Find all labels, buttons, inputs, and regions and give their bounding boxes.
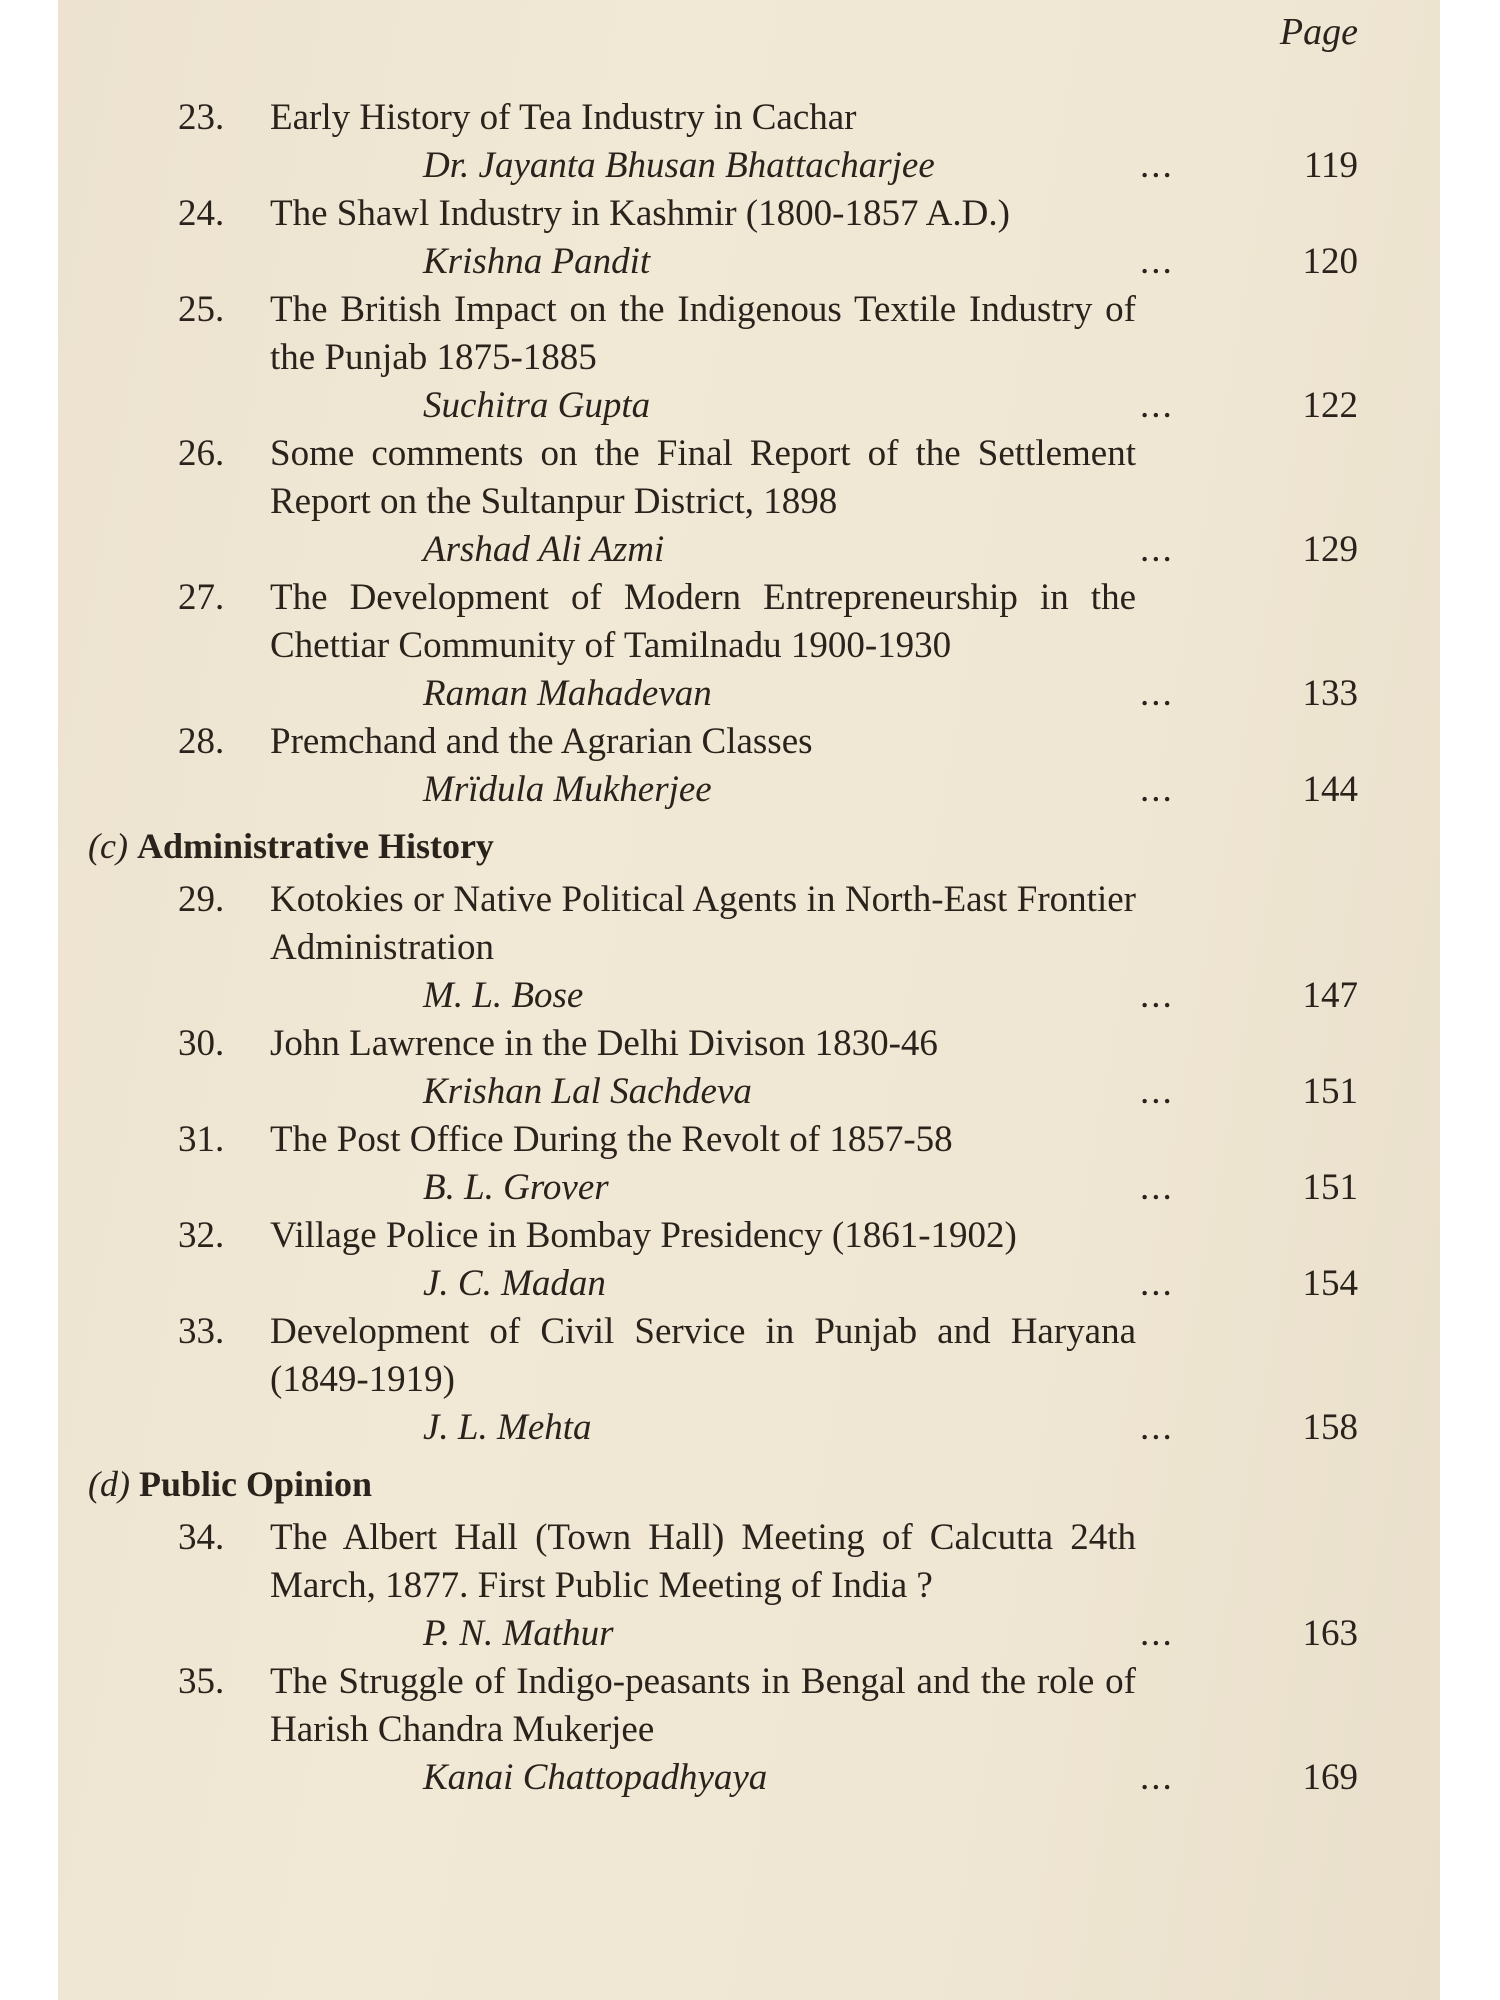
author-line bbox=[58, 972, 1440, 1020]
dot-leader: ... bbox=[1140, 1407, 1174, 1448]
author-line bbox=[58, 670, 1440, 718]
toc-entry bbox=[58, 1514, 1440, 1658]
entry-title: Early History of Tea Industry in Cachar bbox=[270, 97, 857, 138]
toc-entry bbox=[58, 1658, 1440, 1802]
dot-leader: ... bbox=[1140, 769, 1174, 810]
section-letter: (d) bbox=[88, 1464, 130, 1504]
entry-number: 28. bbox=[178, 721, 225, 762]
entry-title: The Development of Modern Entrepreneurship in the Chettiar Community of Tamilnadu 1900-1930 bbox=[270, 577, 1136, 666]
entry-title: Premchand and the Agrarian Classes bbox=[270, 721, 813, 762]
entry-author: P. N. Mathur bbox=[423, 1613, 614, 1654]
entry-title: The Shawl Industry in Kashmir (1800-1857 A.D.) bbox=[270, 193, 1010, 234]
entry-number: 32. bbox=[178, 1215, 225, 1256]
entry-title: The British Impact on the Indigenous Textile Industry of the Punjab 1875-1885 bbox=[270, 289, 1136, 378]
author-line bbox=[58, 142, 1440, 190]
entry-page-number: 154 bbox=[1302, 1263, 1358, 1304]
section-title: Public Opinion bbox=[138, 1464, 373, 1504]
entry-title: The Struggle of Indigo-peasants in Bengal and the role of Harish Chandra Mukerjee bbox=[270, 1661, 1136, 1750]
entry-author: B. L. Grover bbox=[423, 1167, 609, 1208]
entry-number: 24. bbox=[178, 193, 225, 234]
entry-page-number: 129 bbox=[1302, 529, 1358, 570]
page-column-label: Page bbox=[1279, 11, 1358, 53]
entry-author: Dr. Jayanta Bhusan Bhattacharjee bbox=[423, 145, 935, 186]
entry-number: 29. bbox=[178, 879, 225, 920]
author-line bbox=[58, 1404, 1440, 1452]
entry-number: 35. bbox=[178, 1661, 225, 1702]
section-letter: (c) bbox=[88, 826, 128, 866]
dot-leader: ... bbox=[1140, 1071, 1174, 1112]
author-line bbox=[58, 526, 1440, 574]
entry-page-number: 144 bbox=[1302, 769, 1358, 810]
author-line bbox=[58, 766, 1440, 814]
entry-number: 26. bbox=[178, 433, 225, 474]
dot-leader: ... bbox=[1140, 673, 1174, 714]
author-line bbox=[58, 238, 1440, 286]
toc-entry bbox=[58, 718, 1440, 814]
entry-title: Development of Civil Service in Punjab and Haryana (1849-1919) bbox=[270, 1311, 1136, 1400]
entry-page-number: 122 bbox=[1302, 385, 1358, 426]
toc-entry bbox=[58, 876, 1440, 1020]
entry-number: 25. bbox=[178, 289, 225, 330]
section-title: Administrative History bbox=[136, 826, 494, 866]
dot-leader: ... bbox=[1140, 145, 1174, 186]
entry-author: Raman Mahadevan bbox=[423, 673, 712, 714]
table-of-contents bbox=[58, 94, 1440, 1802]
entry-author: M. L. Bose bbox=[423, 975, 584, 1016]
toc-entry bbox=[58, 1116, 1440, 1212]
entry-page-number: 147 bbox=[1302, 975, 1358, 1016]
section-heading bbox=[88, 820, 1440, 872]
entry-author: Suchitra Gupta bbox=[423, 385, 651, 426]
dot-leader: ... bbox=[1140, 529, 1174, 570]
entry-number: 27. bbox=[178, 577, 225, 618]
toc-entry bbox=[58, 94, 1440, 190]
entry-number: 33. bbox=[178, 1311, 225, 1352]
entry-author: Krishan Lal Sachdeva bbox=[423, 1071, 752, 1112]
dot-leader: ... bbox=[1140, 1263, 1174, 1304]
entry-title: Village Police in Bombay Presidency (1861-1902) bbox=[270, 1215, 1017, 1256]
dot-leader: ... bbox=[1140, 1167, 1174, 1208]
entry-title: Kotokies or Native Political Agents in North-East Frontier Administration bbox=[270, 879, 1136, 968]
author-line bbox=[58, 382, 1440, 430]
dot-leader: ... bbox=[1140, 1757, 1174, 1798]
toc-entry bbox=[58, 190, 1440, 286]
entry-number: 30. bbox=[178, 1023, 225, 1064]
entry-author: Arshad Ali Azmi bbox=[423, 529, 665, 570]
author-line bbox=[58, 1754, 1440, 1802]
entry-author: Kanai Chattopadhyaya bbox=[423, 1757, 768, 1798]
author-line bbox=[58, 1610, 1440, 1658]
entry-title: Some comments on the Final Report of the Settlement Report on the Sultanpur District, 1898 bbox=[270, 433, 1136, 522]
author-line bbox=[58, 1164, 1440, 1212]
entry-page-number: 120 bbox=[1302, 241, 1358, 282]
section-heading bbox=[88, 1458, 1440, 1510]
entry-page-number: 133 bbox=[1302, 673, 1358, 714]
entry-author: Krishna Pandit bbox=[423, 241, 651, 282]
entry-page-number: 151 bbox=[1302, 1167, 1358, 1208]
book-page bbox=[58, 0, 1440, 2000]
toc-entry bbox=[58, 1308, 1440, 1452]
dot-leader: ... bbox=[1140, 241, 1174, 282]
entry-author: J. L. Mehta bbox=[423, 1407, 592, 1448]
entry-title: The Post Office During the Revolt of 1857-58 bbox=[270, 1119, 953, 1160]
entry-page-number: 151 bbox=[1302, 1071, 1358, 1112]
dot-leader: ... bbox=[1140, 1613, 1174, 1654]
entry-number: 31. bbox=[178, 1119, 225, 1160]
toc-entry bbox=[58, 430, 1440, 574]
toc-entry bbox=[58, 1020, 1440, 1116]
dot-leader: ... bbox=[1140, 385, 1174, 426]
entry-page-number: 158 bbox=[1302, 1407, 1358, 1448]
toc-entry bbox=[58, 1212, 1440, 1308]
author-line bbox=[58, 1068, 1440, 1116]
entry-author: Mrïdula Mukherjee bbox=[423, 769, 712, 810]
toc-entry bbox=[58, 574, 1440, 718]
author-line bbox=[58, 1260, 1440, 1308]
entry-number: 23. bbox=[178, 97, 225, 138]
entry-number: 34. bbox=[178, 1517, 225, 1558]
dot-leader: ... bbox=[1140, 975, 1174, 1016]
entry-title: The Albert Hall (Town Hall) Meeting of Calcutta 24th March, 1877. First Public Meeting of India ? bbox=[270, 1517, 1136, 1606]
entry-title: John Lawrence in the Delhi Divison 1830-46 bbox=[270, 1023, 938, 1064]
toc-entry bbox=[58, 286, 1440, 430]
entry-author: J. C. Madan bbox=[423, 1263, 606, 1304]
entry-page-number: 163 bbox=[1302, 1613, 1358, 1654]
entry-page-number: 119 bbox=[1303, 145, 1358, 186]
entry-page-number: 169 bbox=[1302, 1757, 1358, 1798]
